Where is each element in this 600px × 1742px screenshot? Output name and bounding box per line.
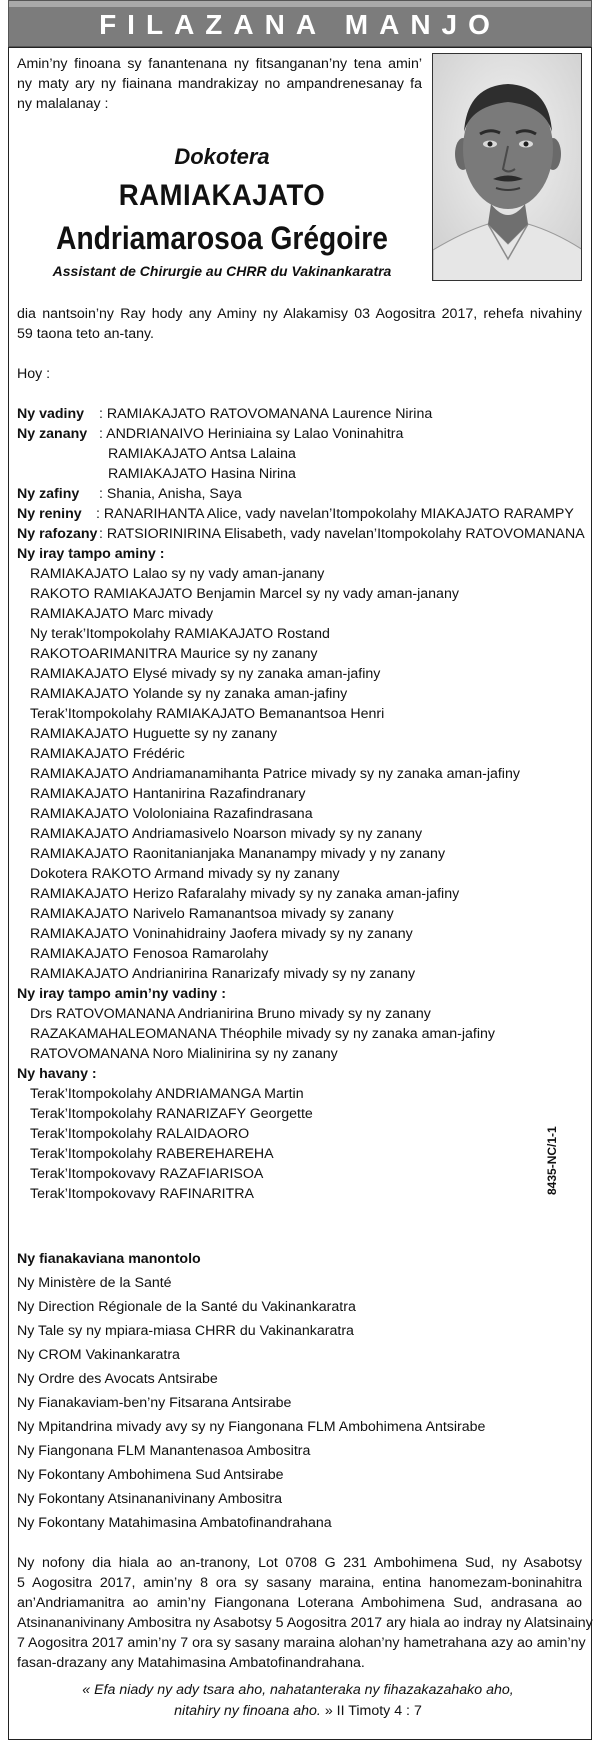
quote-line-1: « Efa niady ny ady tsara aho, nahatanteraka ny fihazakazahako aho, (82, 1682, 514, 1698)
tampo-aminy-item: RAKOTOARIMANITRA Maurice sy ny zanany (30, 646, 318, 662)
institution-item: Ny CROM Vakinankaratra (17, 1347, 180, 1363)
tampo-aminy-label: Ny iray tampo aminy : (17, 546, 165, 562)
tampo-aminy-item: RAMIAKAJATO Herizo Rafaralahy mivady sy ny zanaka aman-jafiny (30, 886, 460, 902)
tampo-aminy-item: Ny terak’Itompokolahy RAMIAKAJATO Rostand (30, 626, 330, 642)
institutions-label: Ny fianakaviana manontolo (17, 1251, 201, 1267)
reference-code: 8435-NC/1-1 (545, 1126, 559, 1195)
zanany-item: RAMIAKAJATO Antsa Lalaina (108, 446, 296, 462)
tampo-aminy-item: RAMIAKAJATO Vololoniaina Razafindrasana (30, 806, 313, 822)
zanany-item: RAMIAKAJATO Hasina Nirina (108, 466, 296, 482)
institution-item: Ny Fokontany Atsinananivinany Ambositra (17, 1491, 282, 1507)
havany-item: Terak’Itompokolahy ANDRIAMANGA Martin (30, 1086, 304, 1102)
tampo-aminy-item: RAMIAKAJATO Huguette sy ny zanany (30, 726, 278, 742)
reniny-label: Ny reniny (17, 506, 82, 522)
deceased-position: Assistant de Chirurgie au CHRR du Vakinankaratra (52, 263, 392, 279)
zafiny-label: Ny zafiny (17, 486, 80, 502)
tampo-vadiny-label: Ny iray tampo amin’ny vadiny : (17, 986, 226, 1002)
vadiny-value: : RAMIAKAJATO RATOVOMANANA Laurence Nirina (99, 406, 433, 422)
deceased-title: Dokotera (174, 144, 270, 169)
deceased-given-names: Andriamarosoa Grégoire (56, 220, 388, 256)
havany-item: Terak’Itompokolahy RANARIZAFY Georgette (30, 1106, 313, 1122)
tampo-aminy-item: RAMIAKAJATO Voninahidrainy Jaofera mivady sy ny zanany (30, 926, 413, 942)
havany-item: Terak’Itompokolahy RALAIDAORO (30, 1126, 250, 1142)
tampo-vadiny-item: Drs RATOVOMANANA Andrianirina Bruno mivady sy ny zanany (30, 1006, 431, 1022)
intro-line-3: ny malalanay : (17, 96, 109, 112)
funeral-line-2: 5 Aogositra 2017, amin’ny 8 ora sy sasany maraina, entina hanomezam-boninahitra (17, 1575, 582, 1591)
funeral-line-6: fasan-drazany any Matahimasina Ambatofinandrahana. (17, 1655, 365, 1671)
tampo-aminy-item: RAMIAKAJATO Andriamasivelo Noarson mivady sy ny zanany (30, 826, 423, 842)
tampo-aminy-item: RAMIAKAJATO Elysé mivady sy ny zanaka aman-jafiny (30, 666, 381, 682)
institution-item: Ny Tale sy ny mpiara-miasa CHRR du Vakinankaratra (17, 1323, 354, 1339)
header-banner (8, 0, 592, 47)
intro-line-2: ny maty ary ny fiainana mandrakizay no ampandrenesanay fa (17, 76, 422, 92)
tampo-vadiny-item: RAZAKAMAHALEOMANANA Théophile mivady sy ny zanaka aman-jafiny (30, 1026, 495, 1042)
tampo-aminy-item: RAMIAKAJATO Andriamanamihanta Patrice mivady sy ny zanaka aman-jafiny (30, 766, 520, 782)
institution-item: Ny Ministère de la Santé (17, 1275, 172, 1291)
death-notice-line-2: 59 taona teto an-tany. (17, 326, 154, 342)
tampo-aminy-item: Terak’Itompokolahy RAMIAKAJATO Bemanantsoa Henri (30, 706, 385, 722)
zafiny-value: : Shania, Anisha, Saya (99, 486, 242, 502)
portrait-illustration (433, 54, 582, 281)
tampo-aminy-item: RAMIAKAJATO Andrianirina Ranarizafy mivady sy ny zanany (30, 966, 416, 982)
quote-line-2 (48, 1701, 548, 1722)
institution-item: Ny Direction Régionale de la Santé du Vakinankaratra (17, 1299, 356, 1315)
funeral-line-3: an’Andriamanitra ao amin’ny Fiangonana Loterana Ambohimena Sud, andrasana ao (17, 1595, 582, 1611)
tampo-aminy-item: RAMIAKAJATO Hantanirina Razafindranary (30, 786, 306, 802)
tampo-aminy-item: Dokotera RAKOTO Armand mivady sy ny zanany (30, 866, 340, 882)
tampo-vadiny-item: RATOVOMANANA Noro Mialinirina sy ny zanany (30, 1046, 338, 1062)
portrait-photo (432, 53, 582, 281)
rafozany-value: : RATSIORINIRINA Elisabeth, vady navelan’Itompokolahy RATOVOMANANA (99, 526, 585, 542)
tampo-aminy-item: RAMIAKAJATO Yolande sy ny zanaka aman-jafiny (30, 686, 348, 702)
zanany-label: Ny zanany (17, 426, 88, 442)
institution-item: Ny Fianakaviam-ben’ny Fitsarana Antsirabe (17, 1395, 292, 1411)
institution-item: Ny Ordre des Avocats Antsirabe (17, 1371, 218, 1387)
funeral-line-4: Atsinananivinany Ambositra ny Asabotsy 5 Aogositra 2017 ary hiala ao indray ny Alatsinainy (17, 1615, 593, 1631)
tampo-aminy-item: RAMIAKAJATO Narivelo Ramanantsoa mivady sy zanany (30, 906, 394, 922)
institution-item: Ny Fokontany Matahimasina Ambatofinandrahana (17, 1515, 332, 1531)
zanany-item: : ANDRIANAIVO Heriniaina sy Lalao Voninahitra (99, 426, 404, 442)
reniny-value: : RANARIHANTA Alice, vady navelan’Itompokolahy MIAKAJATO RARAMPY (96, 506, 574, 522)
tampo-aminy-item: RAMIAKAJATO Fenosoa Ramarolahy (30, 946, 269, 962)
institution-item: Ny Fokontany Ambohimena Sud Antsirabe (17, 1467, 284, 1483)
havany-item: Terak’Itompokovavy RAZAFIARISOA (30, 1166, 264, 1182)
havany-item: Terak’Itompokovavy RAFINARITRA (30, 1186, 254, 1202)
quote-text: nitahiry ny finoana aho. (174, 1703, 321, 1719)
intro-line-1: Amin’ny finoana sy fanantenana ny fitsanganan’ny tena amin’ (17, 56, 422, 72)
obituary-page (8, 0, 592, 1742)
deceased-surname: RAMIAKAJATO (118, 179, 326, 212)
institution-item: Ny Fiangonana FLM Manantenasoa Ambositra (17, 1443, 311, 1459)
institution-item: Ny Mpitandrina mivady avy sy ny Fiangonana FLM Ambohimena Antsirabe (17, 1419, 486, 1435)
havany-item: Terak’Itompokolahy RABEREHAREHA (30, 1146, 274, 1162)
death-notice-line-1: dia nantsoin’ny Ray hody any Aminy ny Alakamisy 03 Aogositra 2017, rehefa nivahiny (17, 306, 582, 322)
tampo-aminy-item: RAMIAKAJATO Raonitanianjaka Mananampy mivady y ny zanany (30, 846, 446, 862)
vadiny-label: Ny vadiny (17, 406, 85, 422)
hoy-label: Hoy : (17, 366, 51, 382)
funeral-line-5: 7 Aogositra 2017 amin’ny 7 ora sy sasany maraina alohan’ny hametrahana azy ao amin’ny (17, 1635, 586, 1651)
tampo-aminy-item: RAMIAKAJATO Marc mivady (30, 606, 214, 622)
tampo-aminy-item: RAKOTO RAMIAKAJATO Benjamin Marcel sy ny vady aman-janany (30, 586, 459, 602)
header-title: FILAZANA MANJO (99, 9, 501, 40)
tampo-aminy-item: RAMIAKAJATO Frédéric (30, 746, 185, 762)
funeral-line-1: Ny nofony dia hiala ao an-tranony, Lot 0708 G 231 Ambohimena Sud, ny Asabotsy (17, 1555, 582, 1571)
havany-label: Ny havany : (17, 1066, 97, 1082)
rafozany-label: Ny rafozany (17, 526, 98, 542)
quote-reference: » II Timoty 4 : 7 (324, 1703, 422, 1719)
tampo-aminy-item: RAMIAKAJATO Lalao sy ny vady aman-janany (30, 566, 325, 582)
